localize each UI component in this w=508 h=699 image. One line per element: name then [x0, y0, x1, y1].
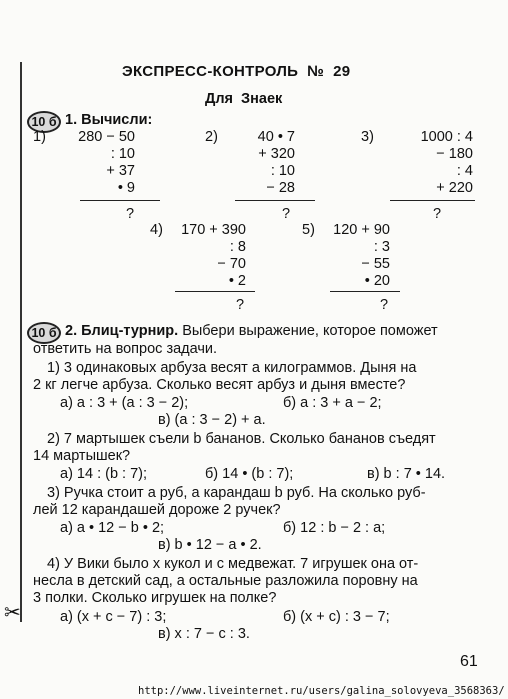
task2-heading-bold: 2. Блиц-турнир. — [65, 323, 179, 339]
chain-4-answer: ? — [236, 297, 245, 313]
points-badge-1: 10 б — [27, 111, 61, 133]
margin-rule — [20, 62, 22, 622]
option-b: б) 14 • (b : 7); — [205, 466, 294, 482]
chain-2-step: 40 • 7 — [257, 129, 295, 145]
option-b: б) (х + с) : 3 − 7; — [283, 609, 390, 625]
task1-heading: 1. Вычисли: — [65, 112, 153, 128]
task2-heading-line2: ответить на вопрос задачи. — [33, 341, 218, 357]
chain-5-answer: ? — [380, 297, 389, 313]
chain-5-step: : 3 — [373, 239, 390, 255]
chain-2-step: − 28 — [266, 180, 295, 196]
chain-2-rule — [235, 200, 315, 201]
problem-3-text: 3) Ручка стоит а руб, а карандаш b руб. На сколько руб- — [47, 485, 426, 501]
chain-2-label: 2) — [205, 129, 218, 145]
source-url: http://www.liveinternet.ru/users/galina_solovyeva_3568363/ — [138, 685, 505, 697]
option-a: а) (х + с − 7) : 3; — [60, 609, 167, 625]
option-a: а) а : 3 + (а : 3 − 2); — [60, 395, 189, 411]
chain-4-rule — [175, 291, 255, 292]
chain-3-label: 3) — [361, 129, 374, 145]
chain-2-step: + 320 — [258, 146, 295, 162]
chain-1-label: 1) — [33, 129, 46, 145]
task2-heading-rest: Выбери выражение, которое поможет — [178, 323, 438, 339]
chain-4-step: • 2 — [228, 273, 246, 289]
option-a: а) а • 12 − b • 2; — [60, 520, 165, 536]
chain-3-step: 1000 : 4 — [420, 129, 473, 145]
chain-3-rule — [390, 200, 475, 201]
chain-5-label: 5) — [302, 222, 315, 238]
scissors-icon: ✂ — [4, 602, 21, 624]
problem-4-text: 4) У Вики было х кукол и с медвежат. 7 игрушек она от- — [47, 556, 419, 572]
problem-1-text: 1) 3 одинаковых арбуза весят а килограммов. Дыня на — [47, 360, 417, 376]
option-c: в) b • 12 − а • 2. — [158, 537, 262, 553]
problem-2-text: 14 мартышек? — [33, 448, 131, 464]
chain-5-rule — [330, 291, 400, 292]
chain-1-rule — [80, 200, 160, 201]
problem-1-text: 2 кг легче арбуза. Сколько весят арбуз и дыня вместе? — [33, 377, 406, 393]
page-title: ЭКСПРЕСС-КОНТРОЛЬ № 29 — [122, 63, 351, 80]
chain-4-step: 170 + 390 — [181, 222, 246, 238]
chain-1-step: 280 − 50 — [78, 129, 135, 145]
problem-2-text: 2) 7 мартышек съели b бананов. Сколько бананов съедят — [47, 431, 436, 447]
chain-3-step: : 4 — [456, 163, 473, 179]
option-c: в) х : 7 − с : 3. — [158, 626, 250, 642]
chain-3-step: + 220 — [436, 180, 473, 196]
option-b: б) а : 3 + а − 2; — [283, 395, 382, 411]
chain-4-step: : 8 — [229, 239, 246, 255]
option-c: в) (а : 3 − 2) + а. — [158, 412, 266, 428]
chain-3-answer: ? — [433, 206, 442, 222]
chain-2-answer: ? — [282, 206, 291, 222]
option-c: в) b : 7 • 14. — [367, 466, 446, 482]
option-b: б) 12 : b − 2 : а; — [283, 520, 386, 536]
chain-4-label: 4) — [150, 222, 163, 238]
page-subtitle: Для Знаек — [205, 91, 283, 107]
chain-5-step: 120 + 90 — [333, 222, 390, 238]
chain-5-step: − 55 — [361, 256, 390, 272]
page-number: 61 — [460, 653, 478, 670]
chain-3-step: − 180 — [436, 146, 473, 162]
problem-3-text: лей 12 карандашей дороже 2 ручек? — [33, 502, 281, 518]
chain-1-answer: ? — [126, 206, 135, 222]
chain-1-step: : 10 — [110, 146, 135, 162]
chain-5-step: • 20 — [364, 273, 390, 289]
points-badge-2: 10 б — [27, 322, 61, 344]
task2-heading — [65, 323, 438, 339]
chain-1-step: • 9 — [117, 180, 135, 196]
problem-4-text: 3 полки. Сколько игрушек на полке? — [33, 590, 277, 606]
chain-4-step: − 70 — [217, 256, 246, 272]
chain-1-step: + 37 — [106, 163, 135, 179]
option-a: а) 14 : (b : 7); — [60, 466, 148, 482]
chain-2-step: : 10 — [270, 163, 295, 179]
problem-4-text: несла в детский сад, а остальные разложила поровну на — [33, 573, 418, 589]
